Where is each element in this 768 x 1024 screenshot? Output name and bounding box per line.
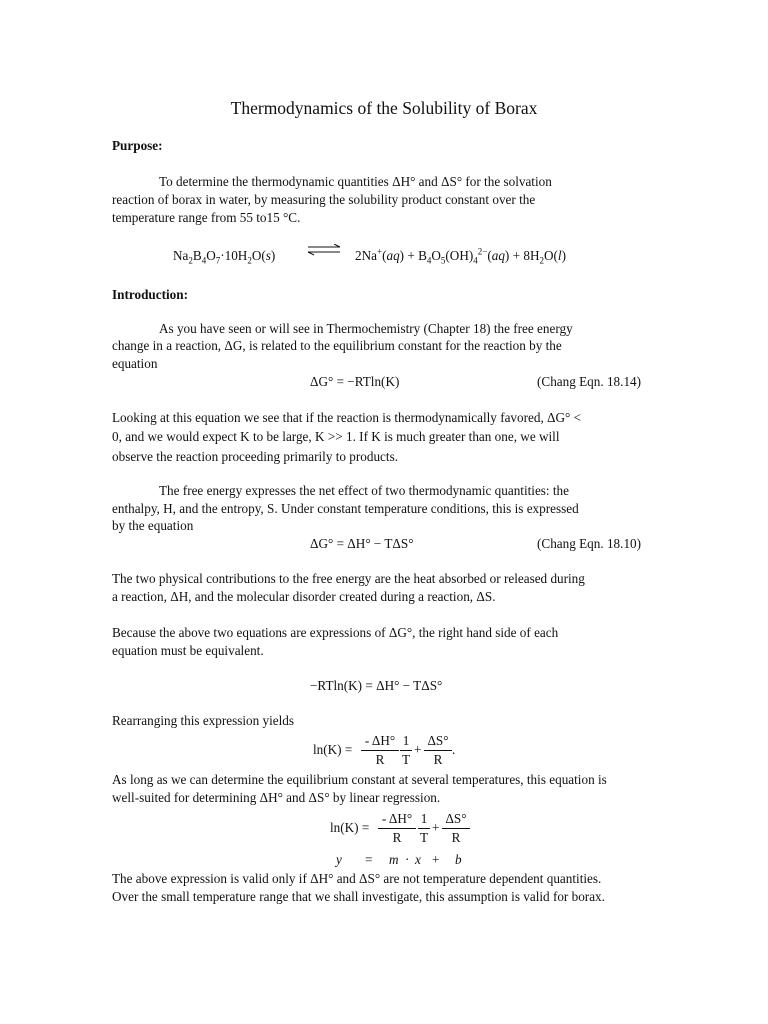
reactant-text: O <box>206 248 216 263</box>
intro-para4-line-2: a reaction, ΔH, and the molecular disorder created during a reaction, ΔS. <box>112 589 496 604</box>
intro-para1-line-1: As you have seen or will see in Thermochemistry (Chapter 18) the free energy <box>159 321 573 336</box>
state-symbol: s <box>265 248 271 263</box>
intro-para5-line-2: equation must be equivalent. <box>112 643 264 658</box>
linear-plus: + <box>432 852 440 867</box>
intro-para3-line-1: The free energy expresses the net effect of two thermodynamic quantities: the <box>159 483 570 498</box>
state-symbol: aq <box>491 248 505 263</box>
fraction-bar <box>378 828 416 829</box>
eq5-lhs: ln(K) = <box>330 820 370 835</box>
equilibrium-arrows-icon <box>306 244 342 256</box>
fraction-numerator: ΔS° <box>445 811 467 826</box>
reactant-text: O( <box>251 248 266 263</box>
eq4-fraction-1-t <box>400 733 412 768</box>
intro-para7-line-2: well-suited for determining ΔH° and ΔS° by linear regression. <box>112 790 441 805</box>
intro-para3-line-3: by the equation <box>112 518 194 533</box>
subscript: 2 <box>539 255 544 266</box>
product-text: ) + B <box>399 248 427 263</box>
fraction-bar <box>400 750 412 751</box>
fraction-bar <box>442 828 470 829</box>
purpose-line-2: reaction of borax in water, by measuring the solubility product constant over the <box>112 192 536 207</box>
fraction-numerator: 1 <box>420 811 428 826</box>
intro-para4-line-1: The two physical contributions to the free energy are the heat absorbed or released during <box>112 571 585 586</box>
fraction-numerator: ΔS° <box>427 733 449 748</box>
eq5-fraction-1-t <box>418 811 430 846</box>
intro-para6: Rearranging this expression yields <box>112 713 295 728</box>
fraction-denominator: R <box>433 752 443 767</box>
intro-para5-line-1: Because the above two equations are expressions of ΔG°, the right hand side of each <box>112 625 559 640</box>
subscript: 4 <box>473 255 478 266</box>
reactant-text: B <box>192 248 202 263</box>
product-text: O <box>431 248 441 263</box>
equation-gibbs-hs: ΔG° = ΔH° − TΔS° <box>310 536 414 551</box>
eq4-period: . <box>452 742 456 757</box>
eq5-fraction-dh-r <box>378 811 416 846</box>
subscript: 7 <box>215 255 221 266</box>
intro-para3-line-2: enthalpy, H, and the entropy, S. Under constant temperature conditions, this is expressed <box>112 501 579 516</box>
subscript: 2 <box>247 255 252 266</box>
fraction-numerator: - ΔH° <box>364 733 396 748</box>
intro-para2-line-3: observe the reaction proceeding primarily to products. <box>112 449 398 464</box>
linear-b: b <box>455 852 462 867</box>
eq4-fraction-dh-r <box>361 733 399 768</box>
purpose-line-1: To determine the thermodynamic quantities ΔH° and ΔS° for the solvation <box>159 174 552 189</box>
intro-para2-line-2: 0, and we would expect K to be large, K >> 1. If K is much greater than one, we will <box>112 429 560 444</box>
subscript: 5 <box>440 255 446 266</box>
intro-para2-line-1: Looking at this equation we see that if the reaction is thermodynamically favored, ΔG° < <box>112 410 582 425</box>
reactant-text: ) <box>270 248 276 263</box>
state-symbol: l <box>557 248 562 263</box>
equation-gibbs-k: ΔG° = −RTln(K) <box>310 374 400 389</box>
subscript: 4 <box>426 255 432 266</box>
intro-para8-line-2: Over the small temperature range that we shall investigate, this assumption is valid for borax. <box>112 889 605 904</box>
fraction-denominator: T <box>401 752 411 767</box>
eq4-lhs: ln(K) = <box>313 742 353 757</box>
superscript: 2− <box>477 246 488 257</box>
linear-equals: = <box>365 852 373 867</box>
reactant-text: Na <box>173 248 189 263</box>
product-text: ( <box>382 248 387 263</box>
product-text: (OH) <box>445 248 474 263</box>
product-text: ( <box>487 248 492 263</box>
eq4-plus: + <box>414 742 422 757</box>
fraction-numerator: - ΔH° <box>381 811 413 826</box>
fraction-numerator: 1 <box>402 733 410 748</box>
fraction-bar <box>361 750 399 751</box>
linear-dot: · <box>405 852 410 867</box>
intro-para7-line-1: As long as we can determine the equilibrium constant at several temperatures, this equation is <box>112 772 607 787</box>
subscript: 2 <box>188 255 193 266</box>
linear-y: y <box>336 852 342 867</box>
product-text: O( <box>543 248 558 263</box>
product-text: 2Na <box>355 248 377 263</box>
eq5-plus: + <box>432 820 440 835</box>
fraction-denominator: R <box>451 830 461 845</box>
intro-para8-line-1: The above expression is valid only if ΔH° and ΔS° are not temperature dependent quantities. <box>112 871 602 886</box>
eq5-fraction-ds-r <box>442 811 470 846</box>
product-text: ) + 8H <box>504 248 540 263</box>
document-title: Thermodynamics of the Solubility of Borax <box>230 98 538 118</box>
fraction-bar <box>424 750 452 751</box>
reactant-text: ·10H <box>220 248 248 263</box>
product-text: ) <box>561 248 566 263</box>
linear-m: m <box>389 852 399 867</box>
eq4-fraction-ds-r <box>424 733 452 768</box>
subscript: 4 <box>201 255 207 266</box>
purpose-heading: Purpose: <box>112 138 163 153</box>
fraction-denominator: T <box>419 830 429 845</box>
superscript: + <box>376 246 383 257</box>
intro-para1-line-2: change in a reaction, ΔG, is related to the equilibrium constant for the reaction by the <box>112 338 562 353</box>
linear-x: x <box>415 852 421 867</box>
state-symbol: aq <box>386 248 400 263</box>
reaction-products <box>355 247 566 265</box>
introduction-heading: Introduction: <box>112 287 188 302</box>
equation-combined: −RTln(K) = ΔH° − TΔS° <box>310 678 443 693</box>
intro-para1-line-3: equation <box>112 356 158 371</box>
equation-ref-1814: (Chang Eqn. 18.14) <box>537 374 642 389</box>
reaction-reactant <box>173 247 275 265</box>
fraction-denominator: R <box>392 830 402 845</box>
purpose-line-3: temperature range from 55 to15 °C. <box>112 210 301 225</box>
fraction-denominator: R <box>375 752 385 767</box>
fraction-bar <box>418 828 430 829</box>
equation-ref-1810: (Chang Eqn. 18.10) <box>537 536 642 551</box>
